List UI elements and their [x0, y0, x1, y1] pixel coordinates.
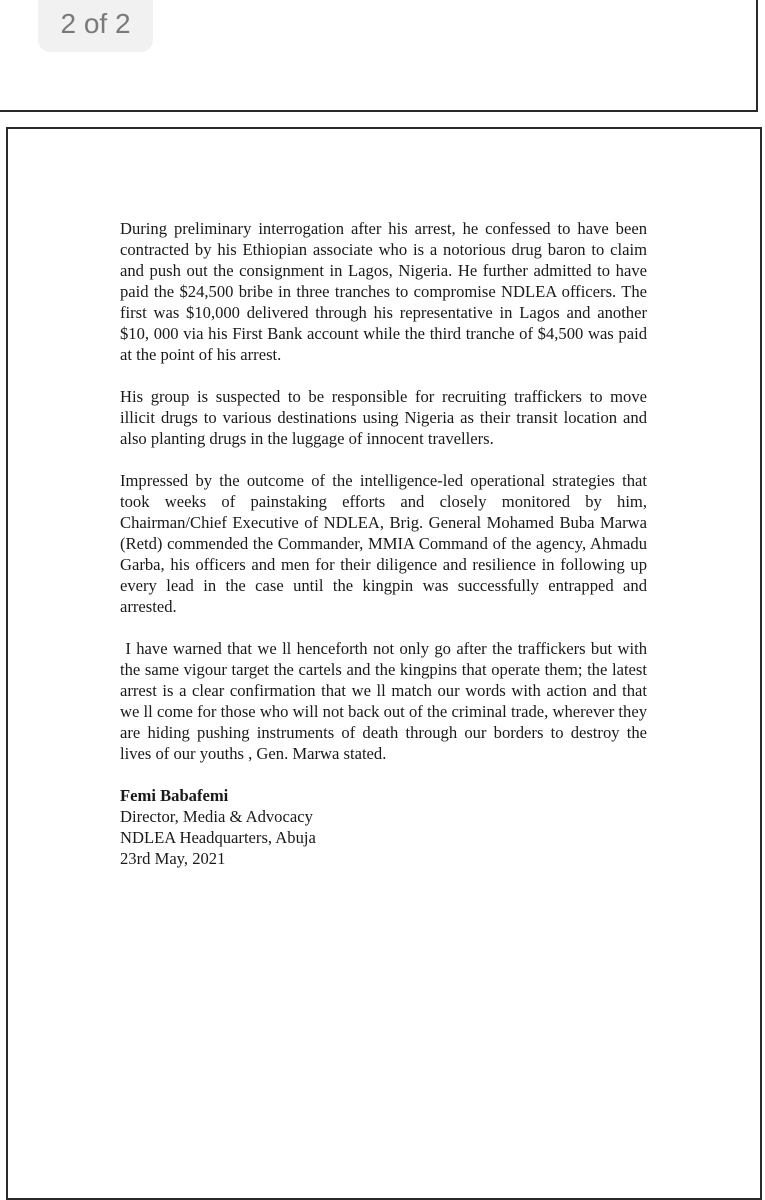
paragraph-quote: I have warned that we ll henceforth not only go after the traffickers but with the same vigour target the cartels and the kingpins that operate them; the latest arrest is a clear confirmation that we ll match our words with action and that we ll come for those who will not back out of the criminal trade, wherever they are hiding pushing instruments of death through our borders to destroy the lives of our youths , Gen. Marwa stated. — [120, 639, 652, 763]
document-page — [6, 127, 762, 1200]
paragraph-commendation: Impressed by the outcome of the intelligence-led operational strategies that took weeks of painstaking efforts and closely monitored by him, Chairman/Chief Executive of NDLEA, Brig. General Mohamed Buba Marwa (Retd) commended the Commander, MMIA Command of the agency, Ahmadu Garba, his officers and men for their diligence and resilience in following up every lead in the case until the kingpin was successfully entrapped and arrested. — [120, 471, 647, 616]
signature-block — [120, 785, 647, 869]
signatory-title: Director, Media & Advocacy — [120, 807, 313, 826]
signatory-name: Femi Babafemi — [120, 786, 229, 805]
previous-page-bottom — [0, 0, 758, 112]
page-counter-badge: 2 of 2 — [38, 0, 153, 52]
paragraph-interrogation: During preliminary interrogation after his arrest, he confessed to have been contracted by his Ethiopian associate who is a notorious drug baron to claim and push out the consignment in Lagos, Nigeria. He further admitted to have paid the $24,500 bribe in three tranches to compromise NDLEA officers. The first was $10,000 delivered through his representative in Lagos and another $10, 000 via his First Bank account while the third tranche of $4,500 was paid at the point of his arrest. — [120, 219, 647, 364]
signatory-office: NDLEA Headquarters, Abuja — [120, 828, 316, 847]
document-date: 23rd May, 2021 — [120, 849, 226, 868]
page-gap — [0, 112, 765, 127]
document-body — [120, 218, 652, 869]
paragraph-group: His group is suspected to be responsible for recruiting traffickers to move illicit drugs to various destinations using Nigeria as their transit location and also planting drugs in the luggage of innocent travellers. — [120, 387, 647, 448]
